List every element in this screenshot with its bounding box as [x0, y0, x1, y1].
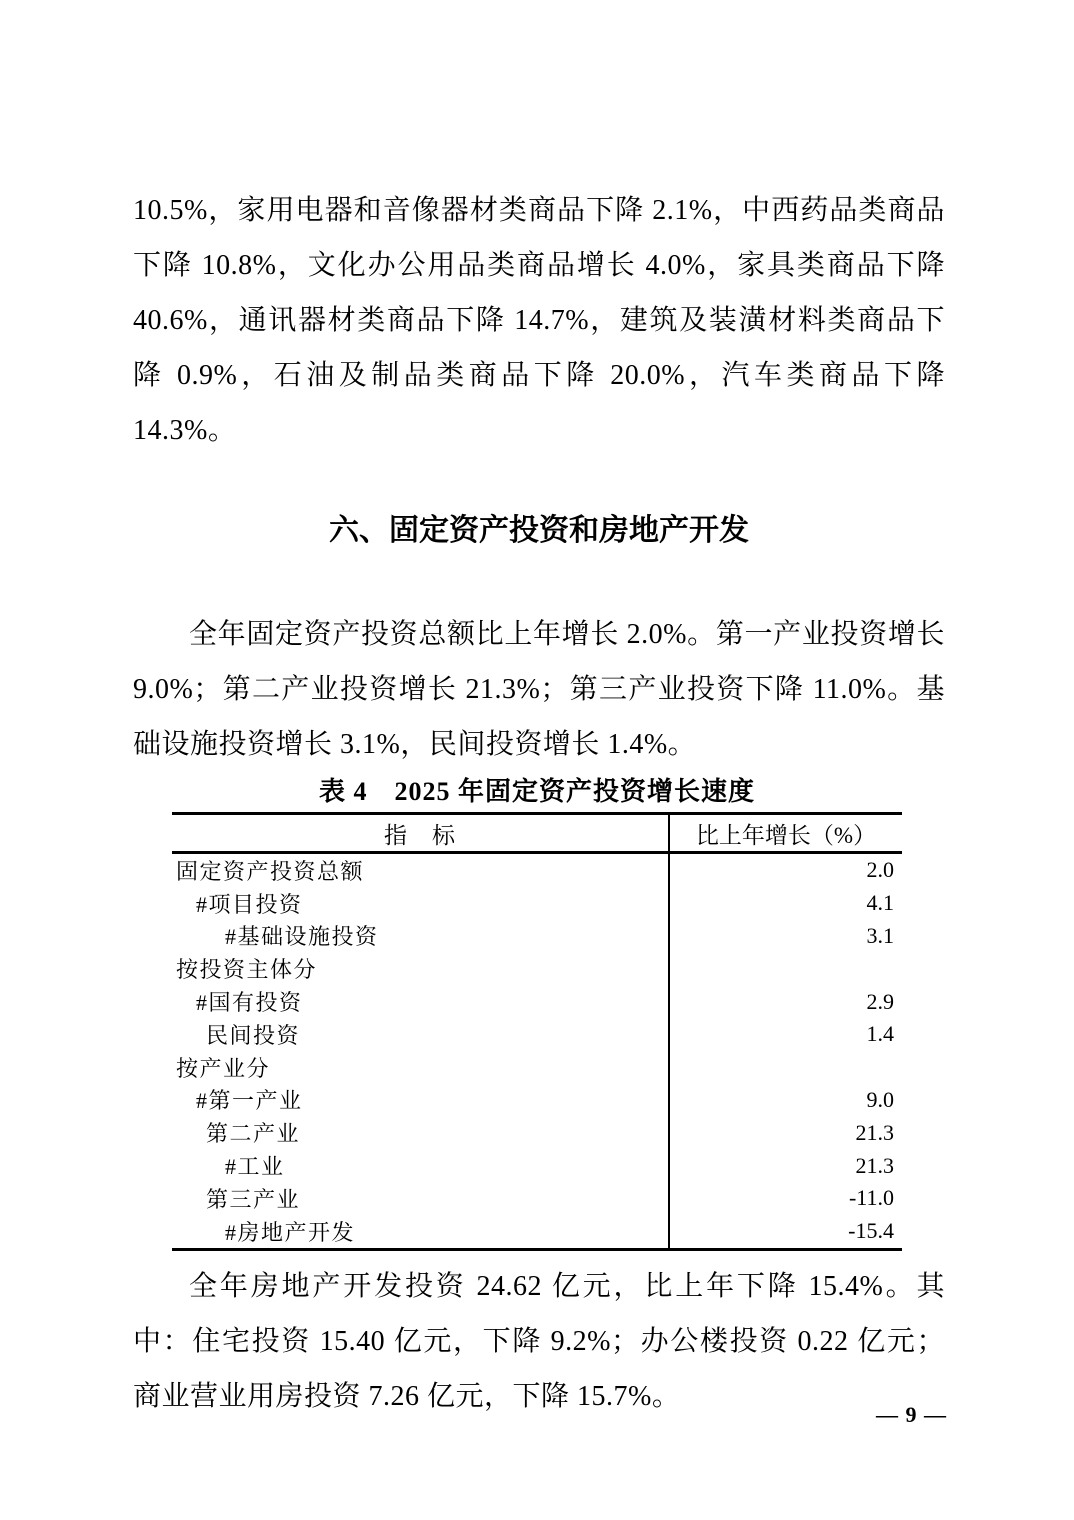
table-cell-indicator: #工业 [225, 1154, 285, 1180]
table-row [172, 1051, 902, 1084]
table-cell-growth: 4.1 [668, 887, 902, 920]
paragraph-retail-goods: 10.5%，家用电器和音像器材类商品下降 2.1%，中西药品类商品下降 10.8%，文化办公用品类商品增长 4.0%，家具类商品下降 40.6%，通讯器材类商品下降 14.7%，建筑及装潢材料类商品下降 0.9%，石油及制品类商品下降 20.0%，汽车类商品下降 14.3%。 [133, 195, 945, 446]
table-row [172, 1182, 902, 1215]
table-cell-growth: 21.3 [668, 1149, 902, 1182]
investment-growth-table [172, 812, 902, 1251]
table-row [172, 1018, 902, 1051]
table-row [172, 1116, 902, 1149]
table-title: 表 4 2025 年固定资产投资增长速度 [318, 777, 755, 806]
table-row [172, 1149, 902, 1182]
table-cell-growth: 9.0 [668, 1084, 902, 1117]
table-cell-indicator: 固定资产投资总额 [176, 858, 365, 884]
table-header-growth: 比上年增长（%） [668, 815, 902, 851]
table-cell-growth [668, 952, 902, 985]
table-cell-indicator: 第三产业 [206, 1186, 301, 1212]
table-cell-indicator: #基础设施投资 [225, 924, 379, 950]
table-row [172, 887, 902, 920]
table-cell-indicator: #项目投资 [196, 891, 303, 917]
table-cell-indicator: 民间投资 [206, 1022, 301, 1048]
table-cell-indicator: 按投资主体分 [176, 957, 318, 983]
paragraph-real-estate: 全年房地产开发投资 24.62 亿元，比上年下降 15.4%。其中：住宅投资 15.40 亿元，下降 9.2%；办公楼投资 0.22 亿元；商业营业用房投资 7.26 亿元，下降 15.7%。 [133, 1270, 945, 1412]
table-cell-growth: 3.1 [668, 920, 902, 953]
table-cell-growth: -15.4 [668, 1215, 902, 1248]
table-row [172, 952, 902, 985]
table-cell-indicator: 第二产业 [206, 1121, 301, 1147]
table-row [172, 854, 902, 887]
table-cell-indicator: #第一产业 [196, 1088, 303, 1114]
table-body [172, 854, 902, 1248]
table-row [172, 1084, 902, 1117]
table-cell-indicator: #国有投资 [196, 990, 303, 1016]
table-row [172, 1215, 902, 1248]
table-cell-growth [668, 1051, 902, 1084]
table-4-block [172, 772, 902, 1251]
page-number: — 9 — [876, 1402, 947, 1427]
table-cell-growth: 2.0 [668, 854, 902, 887]
page-content [133, 183, 945, 1424]
table-header-indicator: 指 标 [384, 822, 456, 848]
table-cell-growth: -11.0 [668, 1182, 902, 1215]
table-row [172, 985, 902, 1018]
section-heading: 六、固定资产投资和房地产开发 [329, 514, 749, 547]
table-cell-growth: 2.9 [668, 985, 902, 1018]
table-header-row [172, 815, 902, 854]
table-row [172, 920, 902, 953]
table-cell-indicator: 按产业分 [176, 1055, 271, 1081]
table-cell-growth: 1.4 [668, 1018, 902, 1051]
table-cell-indicator: #房地产开发 [225, 1219, 356, 1245]
paragraph-fixed-investment: 全年固定资产投资总额比上年增长 2.0%。第一产业投资增长 9.0%；第二产业投资增长 21.3%；第三产业投资下降 11.0%。基础设施投资增长 3.1%，民间投资增长 1.4%。 [133, 619, 945, 760]
table-cell-growth: 21.3 [668, 1116, 902, 1149]
